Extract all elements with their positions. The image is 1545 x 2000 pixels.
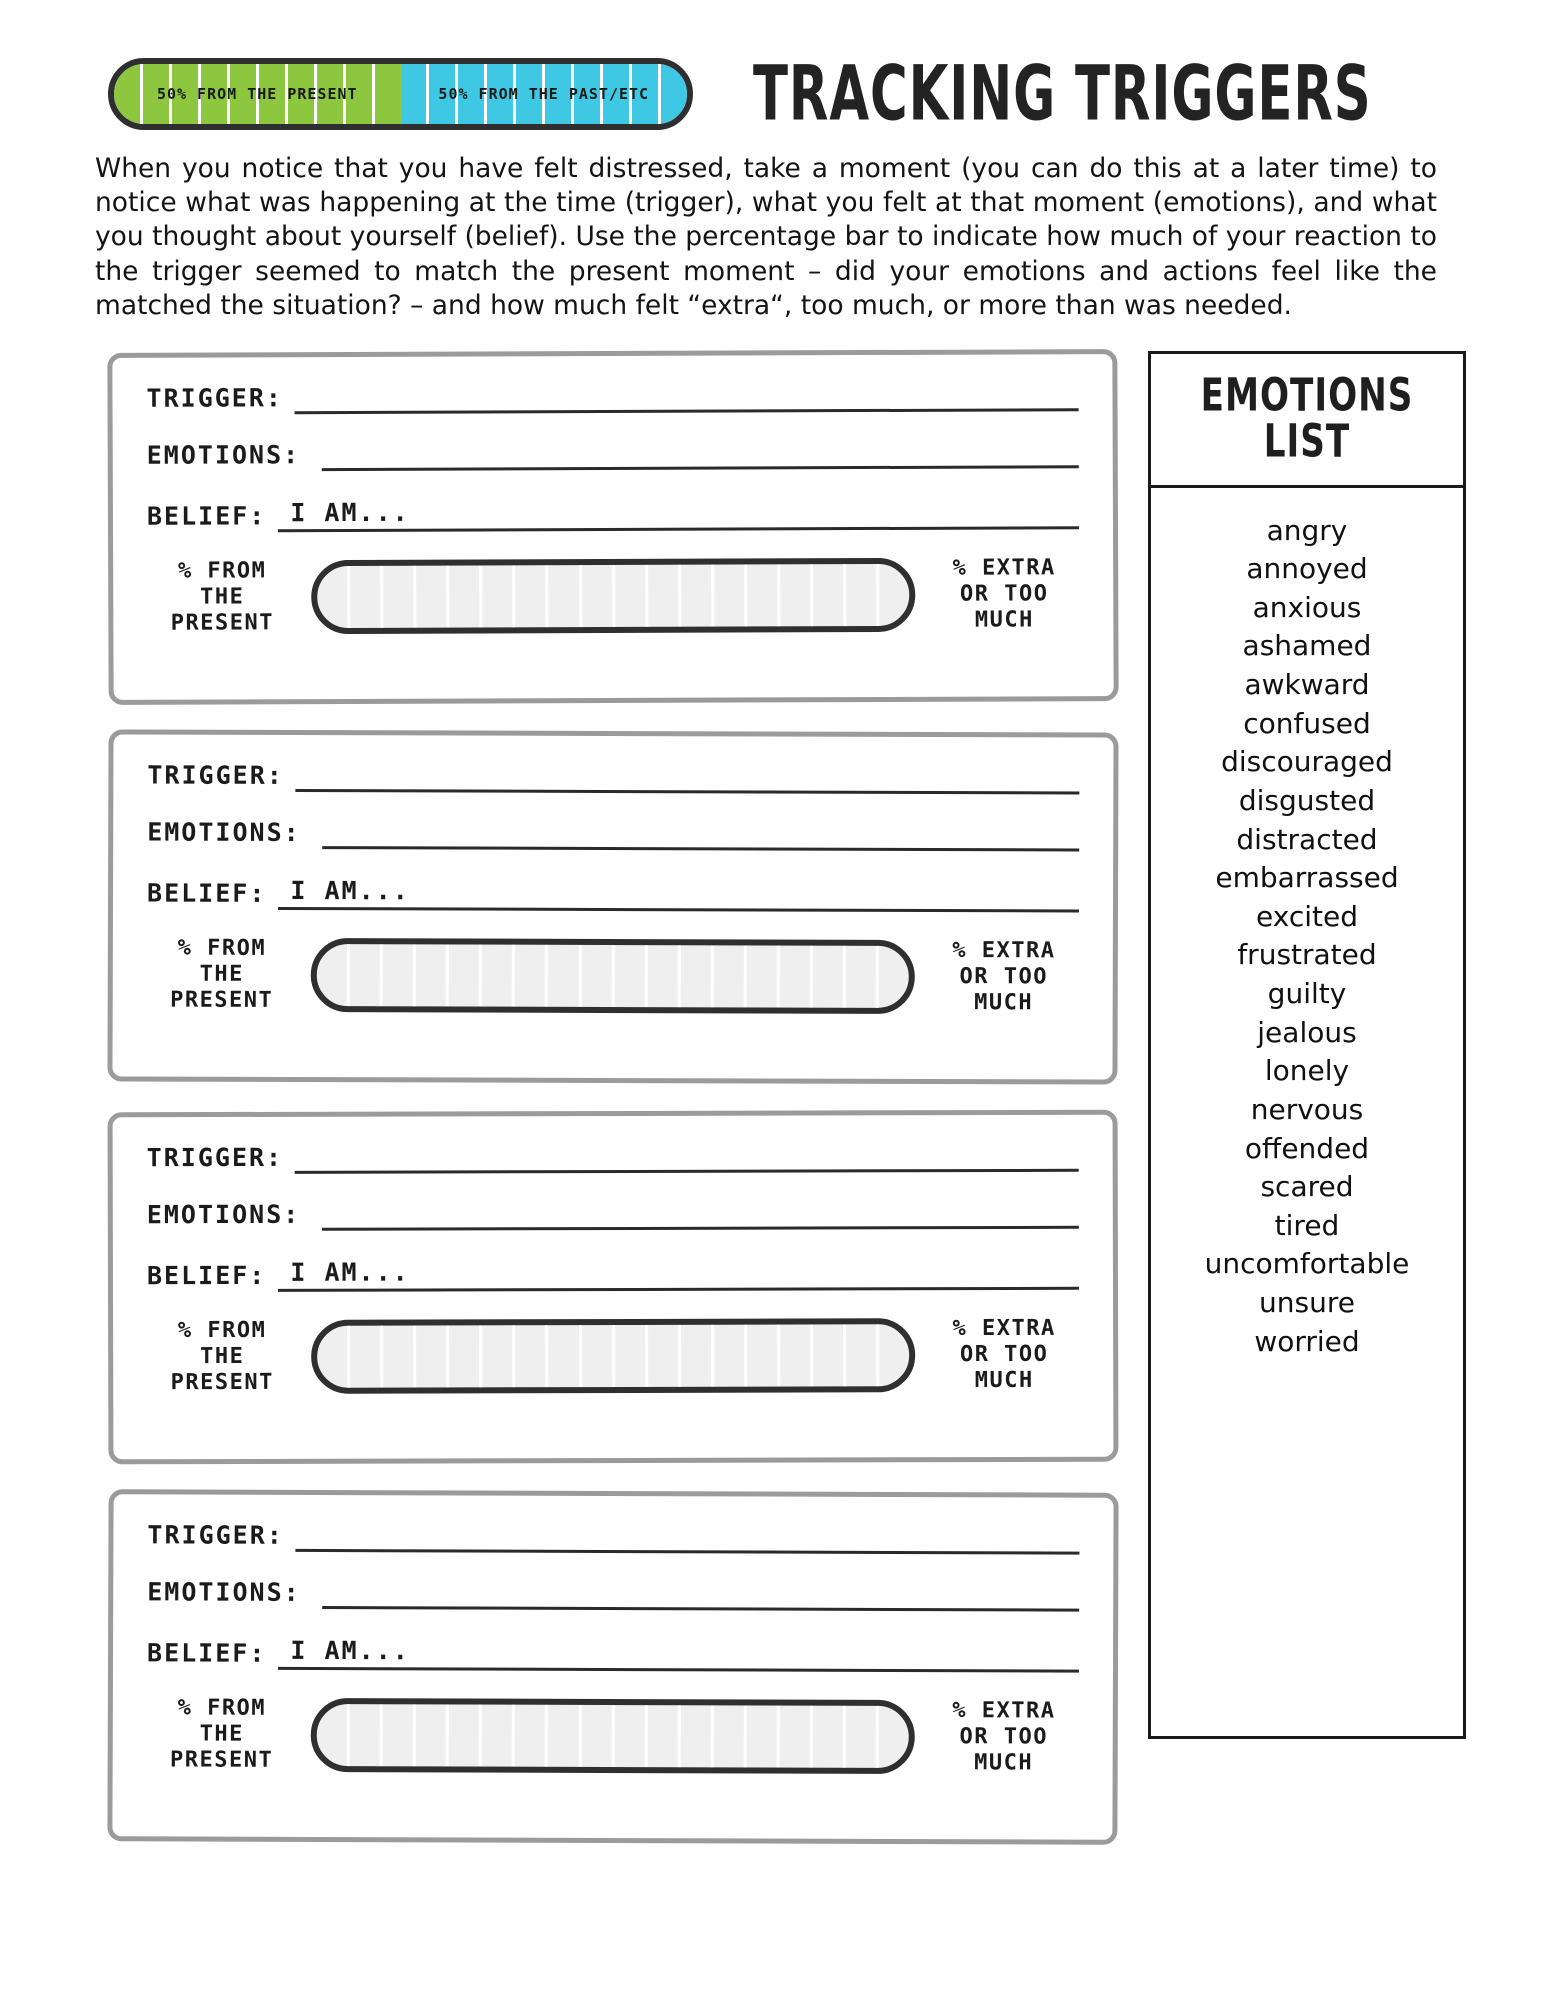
trigger-field-row <box>147 760 1079 794</box>
belief-input[interactable] <box>278 1255 1079 1292</box>
legend-tick <box>401 64 430 124</box>
trigger-field-row <box>147 1141 1079 1174</box>
emotions-field-row <box>147 1198 1079 1231</box>
trigger-input[interactable] <box>295 1143 1079 1174</box>
emotion-list-item: anxious <box>1252 590 1362 624</box>
belief-input[interactable] <box>278 875 1079 913</box>
trigger-input[interactable] <box>296 763 1080 794</box>
trigger-card <box>107 729 1118 1084</box>
percentage-segment[interactable] <box>581 945 614 1007</box>
percentage-segment[interactable] <box>813 564 846 626</box>
emotions-label: EMOTIONS: <box>146 1199 301 1230</box>
belief-hint-text: I AM... <box>290 1257 410 1287</box>
percent-present-label: % FROM THE PRESENT <box>170 558 275 636</box>
percent-extra-label: % EXTRA OR TOO MUCH <box>952 555 1056 633</box>
percentage-segment[interactable] <box>317 1325 350 1387</box>
emotions-list-panel <box>1148 351 1466 1739</box>
percentage-segment[interactable] <box>846 946 879 1008</box>
percentage-segment[interactable] <box>681 564 714 626</box>
percent-extra-label: % EXTRA OR TOO MUCH <box>952 1698 1056 1776</box>
percentage-segment[interactable] <box>647 1705 680 1767</box>
legend-label-past: 50% FROM THE PAST/ETC <box>438 85 650 103</box>
page-header <box>0 0 1545 138</box>
emotions-input[interactable] <box>322 439 1079 471</box>
percentage-bar-row <box>147 935 1079 1016</box>
percentage-slider[interactable] <box>311 558 915 634</box>
percentage-segment[interactable] <box>713 945 746 1007</box>
page-title: TRACKING TRIGGERS <box>753 48 1372 138</box>
percentage-bar-row <box>147 1695 1079 1776</box>
emotion-list-item: awkward <box>1244 668 1370 702</box>
percentage-segment[interactable] <box>416 1325 449 1387</box>
percentage-segment[interactable] <box>746 945 779 1007</box>
percent-extra-label: % EXTRA OR TOO MUCH <box>952 1315 1056 1393</box>
percentage-segment[interactable] <box>516 565 549 627</box>
percentage-segment[interactable] <box>416 944 449 1006</box>
legend-label-present: 50% FROM THE PRESENT <box>156 85 358 103</box>
percentage-segment[interactable] <box>846 564 879 626</box>
percentage-segment[interactable] <box>780 564 813 626</box>
percentage-segment[interactable] <box>681 1325 714 1387</box>
emotion-list-item: lonely <box>1264 1054 1350 1088</box>
intro-paragraph: When you notice that you have felt distressed, take a moment (you can do this at a later time) to notice what was happening at the time (trigger), what you felt at that moment (emotions), and what you thought about yourself (belief). Use the percentage bar to indicate how much of your reaction to the trigger seemed to match the present moment – did your emotions and actions feel like the matched the situation? – and how much felt “extra“, too much, or more than was needed. <box>95 153 1437 321</box>
percentage-segment[interactable] <box>648 565 681 627</box>
percentage-segment[interactable] <box>581 1705 614 1767</box>
percentage-segment[interactable] <box>680 1705 713 1767</box>
percentage-segment[interactable] <box>680 945 713 1007</box>
trigger-card <box>108 1110 1119 1465</box>
emotion-list-item: confused <box>1243 706 1371 740</box>
legend-tick <box>375 64 401 124</box>
percentage-segment[interactable] <box>615 565 648 627</box>
belief-field-row <box>147 1634 1079 1672</box>
belief-field-row <box>147 1255 1079 1292</box>
belief-input[interactable] <box>278 494 1079 532</box>
percentage-segment[interactable] <box>350 566 383 628</box>
emotions-list-items <box>1151 488 1463 1736</box>
belief-label: BELIEF: <box>146 878 267 908</box>
trigger-field-row <box>146 380 1078 415</box>
percentage-slider[interactable] <box>311 938 915 1014</box>
legend-tick <box>114 64 143 124</box>
percent-present-label: % FROM THE PRESENT <box>170 1695 274 1773</box>
percentage-segment[interactable] <box>647 945 680 1007</box>
trigger-input[interactable] <box>295 382 1079 414</box>
percentage-segment[interactable] <box>713 1705 746 1767</box>
trigger-card <box>107 1489 1118 1845</box>
percentage-segment[interactable] <box>846 1706 879 1768</box>
emotions-input[interactable] <box>323 1580 1080 1612</box>
percent-present-label: % FROM THE PRESENT <box>170 1317 274 1395</box>
percentage-segment[interactable] <box>780 945 813 1007</box>
percentage-segment[interactable] <box>482 944 515 1006</box>
percentage-segment[interactable] <box>515 944 548 1006</box>
emotions-list-title-line2: LIST <box>1263 414 1351 468</box>
percentage-segment[interactable] <box>780 1324 813 1386</box>
percentage-segment[interactable] <box>648 1325 681 1387</box>
emotion-list-item: tired <box>1274 1208 1340 1242</box>
percentage-segment[interactable] <box>813 1705 846 1767</box>
percentage-segment[interactable] <box>548 945 581 1007</box>
trigger-input[interactable] <box>296 1523 1080 1555</box>
percentage-segment[interactable] <box>350 1704 383 1766</box>
percentage-segment[interactable] <box>813 945 846 1007</box>
percentage-segment[interactable] <box>747 1324 780 1386</box>
main-content <box>0 351 1545 1871</box>
belief-field-row <box>147 494 1079 533</box>
emotion-list-item: unsure <box>1259 1286 1355 1320</box>
percentage-segment[interactable] <box>482 1704 515 1766</box>
emotion-list-item: distracted <box>1236 822 1378 856</box>
emotions-field-row <box>147 437 1079 472</box>
belief-hint-text: I AM... <box>290 1635 410 1666</box>
percentage-segment[interactable] <box>813 1324 846 1386</box>
emotions-input[interactable] <box>323 820 1080 851</box>
percentage-segment[interactable] <box>549 565 582 627</box>
percentage-segment[interactable] <box>879 564 909 626</box>
emotions-field-row <box>147 1577 1079 1611</box>
percentage-segment[interactable] <box>846 1324 879 1386</box>
trigger-label: TRIGGER: <box>146 1142 284 1173</box>
trigger-label: TRIGGER: <box>146 383 283 413</box>
percentage-bar-row <box>147 1316 1079 1396</box>
emotion-list-item: frustrated <box>1237 938 1377 972</box>
percentage-segment[interactable] <box>317 566 350 628</box>
emotion-list-item: embarrassed <box>1215 861 1399 895</box>
percentage-segment[interactable] <box>615 1325 648 1387</box>
percentage-slider[interactable] <box>311 1318 915 1394</box>
emotion-list-item: uncomfortable <box>1204 1247 1410 1281</box>
percentage-segment[interactable] <box>879 1324 909 1386</box>
percentage-segment[interactable] <box>383 944 416 1006</box>
percentage-segment[interactable] <box>548 1705 581 1767</box>
percent-extra-label: % EXTRA OR TOO MUCH <box>952 937 1056 1016</box>
percentage-segment[interactable] <box>747 564 780 626</box>
percentage-segment[interactable] <box>416 565 449 627</box>
emotion-list-item: scared <box>1260 1170 1354 1204</box>
percentage-segment[interactable] <box>482 1325 515 1387</box>
emotion-list-item: jealous <box>1257 1015 1357 1049</box>
percentage-segment[interactable] <box>449 565 482 627</box>
percentage-segment[interactable] <box>383 1325 416 1387</box>
emotions-label: EMOTIONS: <box>147 817 301 847</box>
emotion-list-item: nervous <box>1250 1092 1364 1126</box>
percentage-segment[interactable] <box>714 564 747 626</box>
belief-label: BELIEF: <box>146 1260 267 1291</box>
belief-label: BELIEF: <box>146 1638 267 1668</box>
legend-tick <box>661 64 687 124</box>
legend-half-present <box>114 64 401 124</box>
emotion-list-item: worried <box>1254 1324 1360 1358</box>
emotion-list-item: disgusted <box>1238 783 1376 817</box>
emotion-list-item: ashamed <box>1242 629 1372 663</box>
percentage-segment[interactable] <box>879 946 909 1008</box>
percentage-legend-pill <box>108 58 693 130</box>
emotion-list-item: guilty <box>1267 977 1347 1011</box>
trigger-label: TRIGGER: <box>147 760 284 790</box>
belief-input[interactable] <box>278 1635 1079 1673</box>
percentage-segment[interactable] <box>515 1704 548 1766</box>
belief-hint-text: I AM... <box>290 875 410 906</box>
trigger-card <box>107 349 1118 705</box>
emotions-input[interactable] <box>322 1200 1079 1231</box>
percentage-segment[interactable] <box>482 565 515 627</box>
percentage-bar-row <box>147 555 1079 636</box>
emotions-list-title-line1: EMOTIONS <box>1200 368 1414 422</box>
percentage-segment[interactable] <box>582 1325 615 1387</box>
percentage-segment[interactable] <box>383 1704 416 1766</box>
belief-field-row <box>147 874 1079 912</box>
trigger-field-row <box>147 1520 1079 1554</box>
percentage-segment[interactable] <box>317 1704 350 1766</box>
percentage-segment[interactable] <box>449 944 482 1006</box>
emotions-label: EMOTIONS: <box>146 440 301 470</box>
legend-half-past <box>401 64 688 124</box>
emotion-list-item: offended <box>1244 1131 1370 1165</box>
percentage-segment[interactable] <box>515 1325 548 1387</box>
percentage-segment[interactable] <box>449 1325 482 1387</box>
percentage-segment[interactable] <box>449 1704 482 1766</box>
emotion-list-item: annoyed <box>1246 552 1368 586</box>
emotion-list-item: angry <box>1266 513 1348 547</box>
percentage-segment[interactable] <box>549 1325 582 1387</box>
percentage-segment[interactable] <box>416 1704 449 1766</box>
emotions-field-row <box>147 817 1079 851</box>
percentage-segment[interactable] <box>614 945 647 1007</box>
percentage-segment[interactable] <box>350 1325 383 1387</box>
emotion-list-item: excited <box>1256 899 1358 933</box>
emotions-list-header <box>1151 354 1463 488</box>
percentage-segment[interactable] <box>317 944 350 1006</box>
percentage-segment[interactable] <box>350 944 383 1006</box>
percentage-slider[interactable] <box>311 1698 915 1774</box>
percentage-segment[interactable] <box>879 1706 909 1768</box>
percentage-segment[interactable] <box>582 565 615 627</box>
percentage-segment[interactable] <box>780 1705 813 1767</box>
percentage-segment[interactable] <box>714 1324 747 1386</box>
percentage-segment[interactable] <box>614 1705 647 1767</box>
percent-present-label: % FROM THE PRESENT <box>170 935 274 1013</box>
emotion-list-item: discouraged <box>1221 745 1393 779</box>
percentage-segment[interactable] <box>746 1705 779 1767</box>
trigger-cards-column <box>108 351 1118 1871</box>
percentage-segment[interactable] <box>383 566 416 628</box>
belief-hint-text: I AM... <box>290 497 410 528</box>
trigger-label: TRIGGER: <box>147 1520 284 1550</box>
belief-label: BELIEF: <box>146 501 267 531</box>
emotions-label: EMOTIONS: <box>147 1577 301 1607</box>
